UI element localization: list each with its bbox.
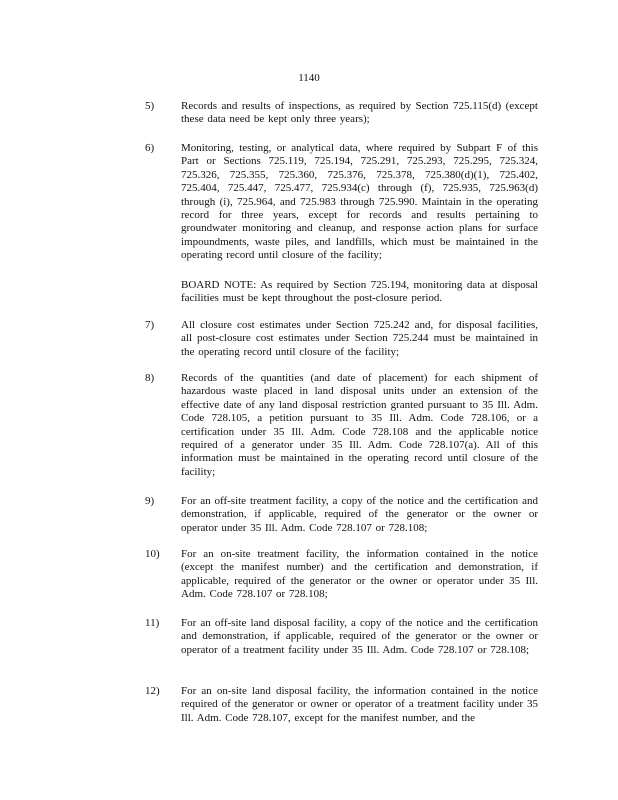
item-text: For an on-site treatment facility, the information contained in the notice (except the manifest number) and the certification and demonstration, if applicable, required of the generator or the owner or operator under 35 Ill. Adm. Code 728.107 or 728.108;: [181, 548, 538, 601]
item-text: Monitoring, testing, or analytical data, where required by Subpart F of this Part or Sections 725.119, 725.194, 725.291, 725.293, 725.295, 725.324, 725.326, 725.355, 725.360, 725.376, 725.378, 725.380(d)(1), 725.402, 725.404, 725.447, 725.477, 725.934(c) through (f), 725.935, 725.963(d) through (i), 725.964, and 725.983 through 725.990. Maintain in the operating record for three years, except for records and results pertaining to groundwater monitoring and cleanup, and response action plans for surface impoundments, waste piles, and landfills, which must be maintained in the operating record until closure of the facility;: [181, 142, 538, 262]
item-number: 9): [145, 495, 155, 507]
item-text: All closure cost estimates under Section 725.242 and, for disposal facilities, all post-closure cost estimates under Section 725.244 must be maintained in the operating record until closure of the facility;: [181, 319, 538, 358]
page-number: 1140: [298, 72, 320, 84]
item-number: 5): [145, 100, 155, 112]
item-text: For an off-site land disposal facility, a copy of the notice and the certification and demonstration, if applicable, required of the generator or the owner or operator of a treatment facility under 35 Ill. Adm. Code 728.107 or 728.108;: [181, 617, 538, 656]
item-number: 12): [145, 685, 160, 697]
board-note: BOARD NOTE: As required by Section 725.194, monitoring data at disposal facilities must be kept throughout the post-closure period.: [181, 279, 538, 305]
item-number: 7): [145, 319, 155, 331]
item-number: 8): [145, 372, 155, 384]
item-text: Records of the quantities (and date of placement) for each shipment of hazardous waste placed in land disposal units under an extension of the effective date of any land disposal restriction granted pursuant to 35 Ill. Adm. Code 728.105, a petition pursuant to 35 Ill. Adm. Code 728.106, or a certification under 35 Ill. Adm. Code 728.108 and the applicable notice required of a generator under 35 Ill. Adm. Code 728.107(a). All of this information must be maintained in the operating record until closure of the facility;: [181, 372, 538, 478]
item-text: For an on-site land disposal facility, the information contained in the notice required of the generator or owner or operator of a treatment facility under 35 Ill. Adm. Code 728.107, except for the manifest number, and the: [181, 685, 538, 724]
item-text: For an off-site treatment facility, a copy of the notice and the certification and demonstration, if applicable, required of the generator or the owner or operator under 35 Ill. Adm. Code 728.107 or 728.108;: [181, 495, 538, 534]
item-number: 6): [145, 142, 155, 154]
item-number: 10): [145, 548, 160, 560]
item-text: Records and results of inspections, as required by Section 725.115(d) (except these data need be kept only three years);: [181, 100, 538, 126]
item-number: 11): [145, 617, 160, 629]
